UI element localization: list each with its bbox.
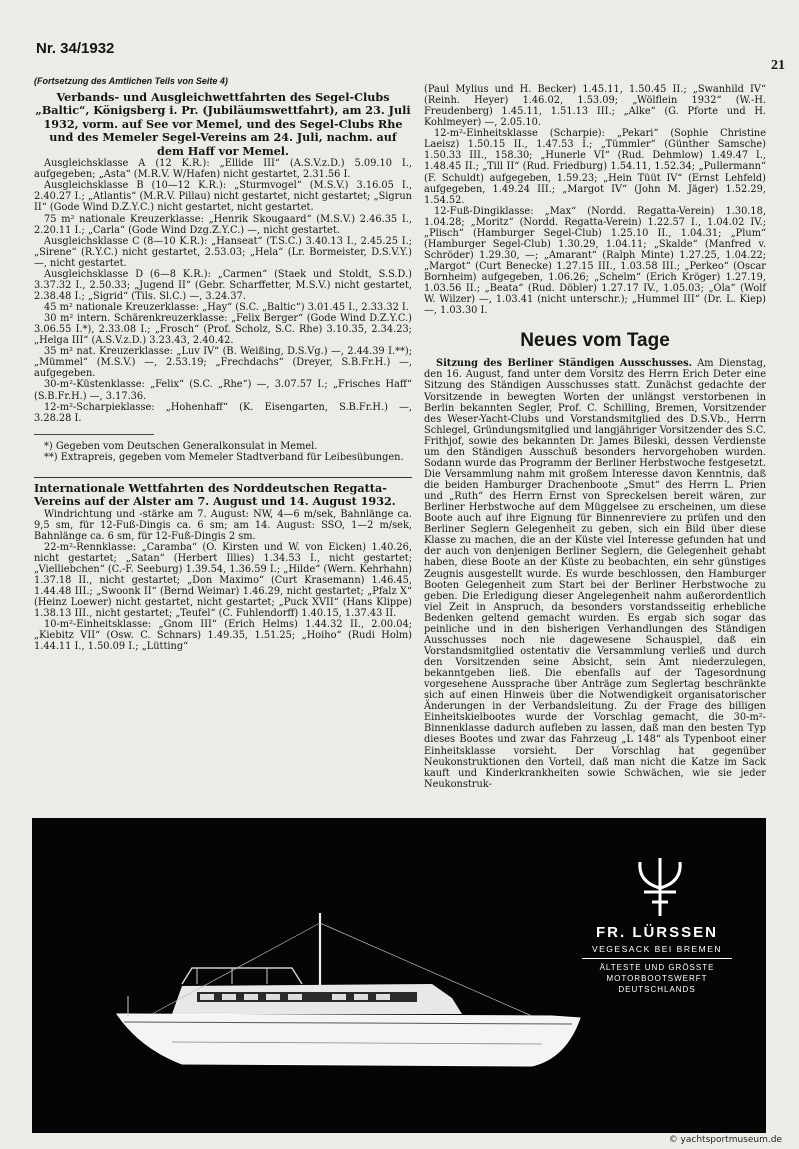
footnotes: [34, 434, 404, 463]
trident-logo-icon: [640, 858, 680, 916]
result-paragraph: 35 m² nat. Kreuzerklasse: „Luv IV“ (B. Weißing, D.S.Vg.) —, 2.44.39 I.**); „Mümmel“ (M.S.V.) —, 2.53.19; „Frechdachs“ (Dreyer, S.B.Fr.H.) —, aufgegeben.: [34, 346, 412, 380]
result-paragraph: Ausgleichsklasse A (12 K.R.): „Ellide III“ (A.S.V.z.D.) 5.09.10 I., aufgegeben; „Asta“ (M.R.V. W/Hafen) nicht gestartet, 2.31.56 I.: [34, 158, 412, 181]
news-article: [424, 358, 766, 789]
continuation-note: (Fortsetzung des Amtlichen Teils von Seite 4): [34, 76, 228, 86]
baltic-regatta-title: Verbands- und Ausgleichwettfahrten des Segel-Clubs „Baltic“, Königsberg i. Pr. (Jubiläumswettfahrt), am 23. Juli 1932, vorm. auf See vor Memel, und des Segel-Clubs Rhe und des Memeler Segel-Vereins am 24. Juli, nachm. auf dem Haff vor Memel.: [35, 90, 411, 158]
right-column: [424, 84, 766, 790]
result-paragraph: (Paul Mylius und H. Becker) 1.45.11, 1.50.45 II.; „Swanhild IV“ (Reinh. Heyer) 1.46.02, 1.53.09; „Wölflein 1932“ (W.-H. Freudenberg) 1.45.11, 1.51.13 III.; „Alke“ (G. Pforte und H. Kohlmeyer) —, 2.05.10.: [424, 84, 766, 129]
alster-regatta-title: Internationale Wettfahrten des Norddeutschen Regatta-Vereins auf der Alster am 7. August und 14. August 1932.: [34, 480, 396, 509]
result-paragraph: 75 m² nationale Kreuzerklasse: „Henrik Skougaard“ (M.S.V.) 2.46.35 I., 2.20.11 I.; „Carla“ (Gode Wind Dzg.Z.Y.C.) —, nicht gestartet.: [34, 213, 412, 236]
result-paragraph: 30 m² intern. Schärenkreuzerklasse: „Felix Berger“ (Gode Wind D.Z.Y.C.) 3.06.55 I.*), 2.33.08 I.; „Frosch“ (Prof. Scholz, S.C. Rhe) 3.10.35, 2.34.23; „Helga III“ (A.S.V.z.D.) 3.23.43, 2.40.42.: [34, 313, 412, 347]
brand-tagline: DEUTSCHLANDS: [618, 984, 696, 994]
luerssen-advertisement: [32, 818, 766, 1133]
footnote: *) Gegeben vom Deutschen Generalkonsulat in Memel.: [44, 440, 318, 452]
section-heading-neues-vom-tage: Neues vom Tage: [520, 330, 670, 352]
result-paragraph: 22-m²-Rennklasse: „Caramba“ (O. Kirsten und W. von Eicken) 1.40.26, nicht gestartet; „Satan“ (Herbert Illies) 1.34.53 I., nicht gestartet; „Vielliebchen“ (C.-F. Seeburg) 1.39.54, 1.36.59 I.; „Hilde“ (Wern. Kehrhahn) 1.37.18 II., nicht gestartet; „Don Maximo“ (Curt Krasemann) 1.46.45, 1.44.48 III.; „Swoonk II“ (Bernd Weimar) 1.46.29, nicht gestartet; „Pfalz X“ (Heinz Loewer) nicht gestartet, nicht gestartet; „Puck XVII“ (Hans Klippe) 1.38.13 III., nicht gestartet; „Teufel“ (C. Fuhlendorff) 1.40.15, 1.37.43 II.: [34, 541, 412, 620]
brand-tagline: MOTORBOOTSWERFT: [606, 973, 708, 983]
result-paragraph: 30-m²-Küstenklasse: „Felix“ (S.C. „Rhe“) —, 3.07.57 I.; „Frisches Haff“ (S.B.Fr.H.) —, 3.17.36.: [34, 379, 412, 402]
brand-block: [572, 924, 742, 995]
brand-name: FR. LÜRSSEN: [595, 924, 718, 941]
brand-tagline: ÄLTESTE UND GRÖSSTE: [599, 963, 715, 972]
result-paragraph: Ausgleichsklasse C (8—10 K.R.): „Hanseat“ (T.S.C.) 3.40.13 I., 2.45.25 I.; „Sirene“ (R.Y.C.) nicht gestartet, 2.53.03; „Hela“ (Lr. Bormeister, D.S.V.Y.) —, nicht gestartet.: [34, 235, 412, 269]
page-number: 21: [771, 58, 785, 73]
result-paragraph: 12-m²-Scharpieklasse: „Hohenhaff“ (K. Eisengarten, S.B.Fr.H.) —, 3.28.28 I.: [34, 401, 412, 424]
issue-number: Nr. 34/1932: [36, 40, 115, 57]
result-paragraph: Ausgleichsklasse B (10—12 K.R.): „Sturmvogel“ (M.S.V.) 3.16.05 I., 2.40.27 I.; „Atlantis“ (M.R.V. Pillau) nicht gestartet, nicht gestartet; „Sigrun II“ (Gode Wind D.Z.Y.C.) nicht gestartet, nicht gestartet.: [34, 180, 412, 214]
result-paragraph: 12-m²-Einheitsklasse (Scharpie): „Pekari“ (Sophie Christine Laeisz) 1.50.15 II., 1.47.53 I.; „Tümmler“ (Günther Samsche) 1.50.33 III., 158.30; „Hunerle VI“ (Rud. Dehmlow) 1.49.47 I., 1.48.45 II.; „Till II“ (Rud. Friedburg) 1.54.11, 1.52.34; „Pullermann“ (F. Schuldt) aufgegeben, 1.59.23; „Hein Tüüt IV“ (Ernst Lehfeld) aufgegeben, 1.49.24 III.; „Margot IV“ (John M. Jäger) 1.52.29, 1.54.52.: [424, 128, 766, 206]
section-divider: [34, 477, 412, 478]
brand-divider: [582, 958, 732, 959]
result-paragraph: Windrichtung und -stärke am 7. August: NW, 4—6 m/sek, Bahnlänge ca. 9,5 sm, für 12-Fuß-Dingis ca. 6 sm; am 14. August: SSO, 1—2 m/sek, Bahnlänge ca. 6 sm, für 12-Fuß-Dingis 2 sm.: [34, 508, 412, 542]
brand-location: VEGESACK BEI BREMEN: [591, 944, 723, 954]
article-headline: Sitzung des Berliner Ständigen Ausschusses.: [436, 358, 693, 370]
article-body: Am Dienstag, den 16. August, fand unter dem Vorsitz des Herrn Erich Deter eine Sitzung des Ständigen Ausschusses statt. Zunächst gedachte der Vorsitzende in bewegten Worten der unlängst verstorbenen in Berlin bekannten Segler, Prof. C. Schilling, Bremen, Vorsitzender des Weser-Yacht-Clubs und Vorstandsmitglied des D.S.Vb., Herrn Schlegel, Gründungsmitglied und langjähriger Vorsitzender des S.C. Frithjof, sowie des bekannten Dr. James Bileski, dessen Verdienste um den Ständigen Ausschuß besonders hervorgehoben wurden. Sodann wurde das Programm der Berliner Herbstwoche festgesetzt. Die Versammlung nahm mit großem Interesse davon Kenntnis, daß die beiden Hamburger Drachenboote „Smut“ des Herrn L. Prien und „Ruth“ des Herrn Ernst von Spreckelsen bereit wären, zur Berliner Herbstwoche auf dem Müggelsee zu erscheinen, um diese Boote auch auf ihre Eignung für Binnenreviere zu prüfen und den Berliner Seglern Gelegenheit zu geben, sich ein Bild über diese Klasse zu machen, die an der Küste viel Interesse gefunden hat und der auch von denjenigen Berliner Seglern, die Gelegenheit gehabt haben, diese Boote an der Küste zu beobachten, ein sehr günstiges Zeugnis ausgestellt wurde. Es wurde beschlossen, den Hamburger Booten Gelegenheit zum Start bei der Berliner Herbstwoche zu geben. Die Erledigung dieser Angelegenheit nahm außerordentlich viel Zeit in Anspruch, da besonders vorstandsseitig erhebliche Bedenken geltend gemacht wurden. Es ergab sich sogar das peinliche und in den bisherigen Verhandlungen des Ständigen Ausschusses noch nie dagewesene Schauspiel, daß ein Vorstandsmitglied ostentativ die Versammlung verließ und durch den Vorsitzenden seine Absicht, sein Amt niederzulegen, bekanntgeben ließ. Die ebenfalls auf der Tagesordnung vorgesehene Aussprache über Anträge zum Seglertag beschränkte sich auf einen Hinweis über die Notwendigkeit organisatorischer Änderungen in der Verbandsleitung. Zu der Frage des billigen Einheitskielbootes wurde der Vorschlag gemacht, die 30-m²-Binnenklasse dadurch aufleben zu lassen, daß man den besten Typ dieses Bootes und zwar das Fahrzeug „L 148“ als Typenboot einer Einheitsklasse vorsieht. Der Vorschlag hat gegenüber Neukonstruktionen den Vorteil, daß man nicht die Katze im Sack kauft und Kinderkrankheiten sowie Schwächen, wie sie jeder Neukonstruk-: [424, 358, 766, 790]
left-column: [34, 76, 412, 653]
image-credit: © yachtsportmuseum.de: [666, 1135, 785, 1145]
result-paragraph: 45 m² nationale Kreuzerklasse: „Hay“ (S.C. „Baltic“) 3.01.45 I., 2.33.32 I.: [44, 302, 409, 313]
result-paragraph: 12-Fuß-Dingiklasse: „Max“ (Nordd. Regatta-Verein) 1.30.18, 1.04.28; „Moritz“ (Nordd. Regatta-Verein) 1.22.57 I., 1.04.02 IV.; „Plisch“ (Hamburger Segel-Club) 1.25.10 II., 1.04.31; „Plum“ (Hamburger Segel-Club) 1.30.29, 1.04.11; „Skalde“ (Manfred v. Schröder) 1.29.30, —; „Amarant“ (Ralph Minte) 1.27.25, 1.04.22; „Margot“ (Curt Benecke) 1.27.15 III., 1.03.58 III.; „Perkeo“ (Oscar Bornheim) aufgegeben, 1.06.26; „Schelm“ (Erich Kröger) 1.27.19, 1.03.56 II.; „Beata“ (Rud. Döbler) 1.27.17 IV., 1.05.03; „Ola“ (Wolf W. Wilzer) —, 1.03.41 (nicht unterschr.); „Hummel III“ (Dr. L. Kiep) —, 1.03.30 I.: [424, 205, 766, 317]
result-paragraph: 10-m²-Einheitsklasse: „Gnom III“ (Erich Helms) 1.44.32 II., 2.00.04; „Kiebitz VII“ (Osw. C. Schnars) 1.49.35, 1.51.25; „Hoiho“ (Rudi Holm) 1.44.11 I., 1.50.09 I.; „Lütting“: [34, 619, 412, 653]
result-paragraph: Ausgleichsklasse D (6—8 K.R.): „Carmen“ (Staek und Stoldt, S.S.D.) 3.37.32 I., 2.50.33; „Jugend II“ (Gebr. Scharffetter, M.S.V.) nicht gestartet, 2.38.48 I.; „Sigrid“ (Tils. Sl.C.) —, 3.24.37.: [34, 268, 412, 302]
footnote: **) Extrapreis, gegeben vom Memeler Stadtverband für Leibesübungen.: [44, 451, 404, 463]
